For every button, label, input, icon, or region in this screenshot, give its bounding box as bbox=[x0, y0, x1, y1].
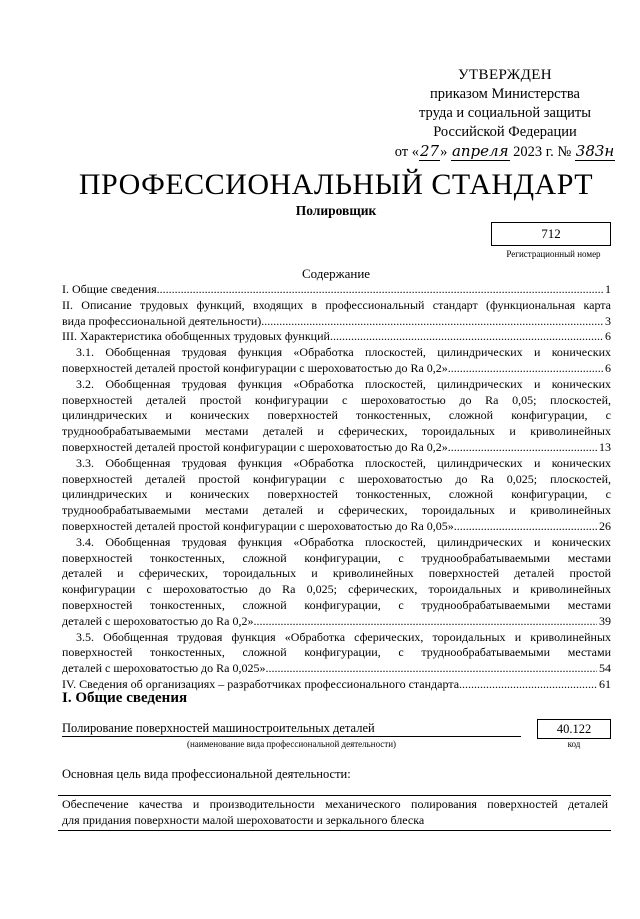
toc-entry[interactable] bbox=[62, 661, 611, 677]
toc-entry[interactable] bbox=[62, 440, 611, 456]
toc-entry-line: поверхностей деталей простой конфигурации с шероховатостью до Ra 0,05; плоскостей, bbox=[62, 392, 611, 407]
toc-entry-line: поверхностей деталей простой конфигурации с шероховатостью до Ra 0,025; плоскостей, bbox=[62, 471, 611, 486]
profession-name: Полировщик bbox=[295, 203, 377, 218]
toc-entry-line: 3.4. Обобщенная трудовая функция «Обработка плоскостей, цилиндрических и конических bbox=[76, 534, 611, 549]
goal-line: для придания поверхности малой шероховатости и зеркального блеска bbox=[62, 812, 425, 827]
toc-entry-text: поверхностей деталей простой конфигурации с шероховатостью до Ra 0,2» bbox=[62, 360, 448, 375]
toc-entry-line: 3.1. Обобщенная трудовая функция «Обработка плоскостей, цилиндрических и конических bbox=[76, 345, 611, 360]
toc-leader-dots bbox=[454, 519, 597, 535]
toc-page-number: 13 bbox=[599, 439, 611, 454]
toc-heading: Содержание bbox=[301, 266, 371, 281]
activity-code-caption: код bbox=[567, 739, 581, 749]
date-prefix: от « bbox=[394, 144, 419, 160]
activity-caption: (наименование вида профессиональной деятельности) bbox=[186, 739, 397, 749]
toc-leader-dots bbox=[330, 329, 603, 345]
toc-page-number: 1 bbox=[605, 282, 611, 296]
toc-leader-dots bbox=[261, 314, 603, 330]
date-mid: » bbox=[440, 144, 448, 160]
approval-date bbox=[370, 142, 640, 162]
section-heading: I. Общие сведения bbox=[62, 690, 188, 706]
handwritten-day: 27 bbox=[419, 142, 440, 160]
toc-entry[interactable] bbox=[62, 282, 611, 298]
toc-entry[interactable] bbox=[62, 614, 611, 630]
registration-number-box: 712 bbox=[491, 222, 611, 246]
toc-page-number: 39 bbox=[599, 613, 611, 628]
toc-entry-line: 3.3. Обобщенная трудовая функция «Обработка плоскостей, цилиндрических и конических bbox=[76, 455, 611, 470]
toc-entry-text: вида профессиональной деятельности) bbox=[62, 313, 262, 328]
toc-entry-line: цилиндрических и конических поверхностей тонкостенных, сложной конфигурации, с bbox=[62, 487, 611, 502]
toc-entry-line: конфигурации с шероховатостью до Ra 0,025; сферических, тороидальных и криволинейных bbox=[62, 582, 611, 597]
toc-entry-line: 3.2. Обобщенная трудовая функция «Обработка плоскостей, цилиндрических и конических bbox=[76, 376, 611, 391]
toc-page-number: 61 bbox=[599, 676, 611, 691]
activity-code-box: 40.122 bbox=[537, 719, 611, 739]
toc-entry-line: поверхностей тонкостенных, сложной конфигурации, с труднообрабатываемыми местами bbox=[62, 550, 611, 565]
toc-page-number: 54 bbox=[599, 661, 611, 676]
handwritten-month: апреля bbox=[451, 142, 509, 160]
goal-label: Основная цель вида профессиональной деятельности: bbox=[62, 767, 351, 781]
toc-entry[interactable] bbox=[62, 361, 611, 377]
toc-entry-line: труднообрабатываемыми местами деталей и сферических, тороидальных и криволинейных bbox=[62, 503, 611, 518]
toc-entry-line: поверхностей тонкостенных, сложной конфигурации, с труднообрабатываемыми местами bbox=[62, 597, 611, 612]
toc-entry-text: деталей с шероховатостью до Ra 0,025» bbox=[62, 661, 266, 676]
toc-entry-line: цилиндрических и конических поверхностей тонкостенных, сложной конфигурации, с bbox=[62, 408, 611, 423]
toc-entry[interactable] bbox=[62, 519, 611, 535]
date-year-number: 2023 г. № bbox=[513, 144, 572, 160]
toc-page-number: 3 bbox=[605, 313, 611, 328]
toc-entry-line: поверхностей тонкостенных, сложной конфигурации, с труднообрабатываемыми местами bbox=[62, 645, 611, 660]
registration-number-label: Регистрационный номер bbox=[506, 249, 601, 259]
toc-leader-dots bbox=[157, 282, 603, 298]
toc-entry-text: поверхностей деталей простой конфигурации с шероховатостью до Ra 0,2» bbox=[62, 439, 448, 454]
approval-block bbox=[370, 66, 640, 162]
toc-entry-line: деталей и сферических, тороидальных и криволинейных поверхностей деталей простой bbox=[62, 566, 611, 581]
approval-title: УТВЕРЖДЕН bbox=[457, 67, 553, 83]
table-of-contents bbox=[62, 282, 611, 693]
toc-entry-line: труднообрабатываемыми местами деталей и сферических, тороидальных и криволинейных bbox=[62, 424, 611, 439]
toc-entry[interactable] bbox=[62, 329, 611, 345]
toc-entry-text: III. Характеристика обобщенных трудовых функций bbox=[62, 329, 330, 344]
approval-line: труда и социальной защиты bbox=[419, 105, 591, 121]
toc-leader-dots bbox=[265, 661, 597, 677]
toc-page-number: 26 bbox=[599, 518, 611, 533]
handwritten-order-number: 383н bbox=[575, 142, 615, 160]
activity-underline bbox=[62, 736, 521, 737]
toc-entry-text: поверхностей деталей простой конфигурации с шероховатостью до Ra 0,05» bbox=[62, 518, 454, 533]
toc-entry-line: 3.5. Обобщенная трудовая функция «Обработка сферических, тороидальных и криволинейных bbox=[76, 629, 611, 644]
toc-entry-text: I. Общие сведения bbox=[62, 282, 157, 296]
toc-entry[interactable] bbox=[62, 314, 611, 330]
toc-entry-text: деталей с шероховатостью до Ra 0,2» bbox=[62, 613, 254, 628]
toc-leader-dots bbox=[459, 677, 597, 693]
goal-line: Обеспечение качества и производительности механического полирования поверхностей деталей bbox=[62, 797, 608, 811]
toc-page-number: 6 bbox=[605, 329, 611, 344]
toc-leader-dots bbox=[448, 440, 597, 456]
activity-name: Полирование поверхностей машиностроительных деталей bbox=[62, 721, 375, 735]
toc-leader-dots bbox=[253, 614, 597, 630]
toc-leader-dots bbox=[448, 361, 603, 377]
approval-line: приказом Министерства bbox=[430, 86, 580, 102]
goal-text bbox=[62, 797, 608, 828]
toc-entry-text: IV. Сведения об организациях – разработчиках профессионального стандарта bbox=[62, 676, 460, 691]
document-title: ПРОФЕССИОНАЛЬНЫЙ СТАНДАРТ bbox=[78, 168, 594, 201]
toc-entry-line: II. Описание трудовых функций, входящих в профессиональный стандарт (функциональная карта bbox=[62, 297, 611, 312]
toc-page-number: 6 bbox=[605, 360, 611, 375]
approval-line: Российской Федерации bbox=[433, 124, 577, 140]
